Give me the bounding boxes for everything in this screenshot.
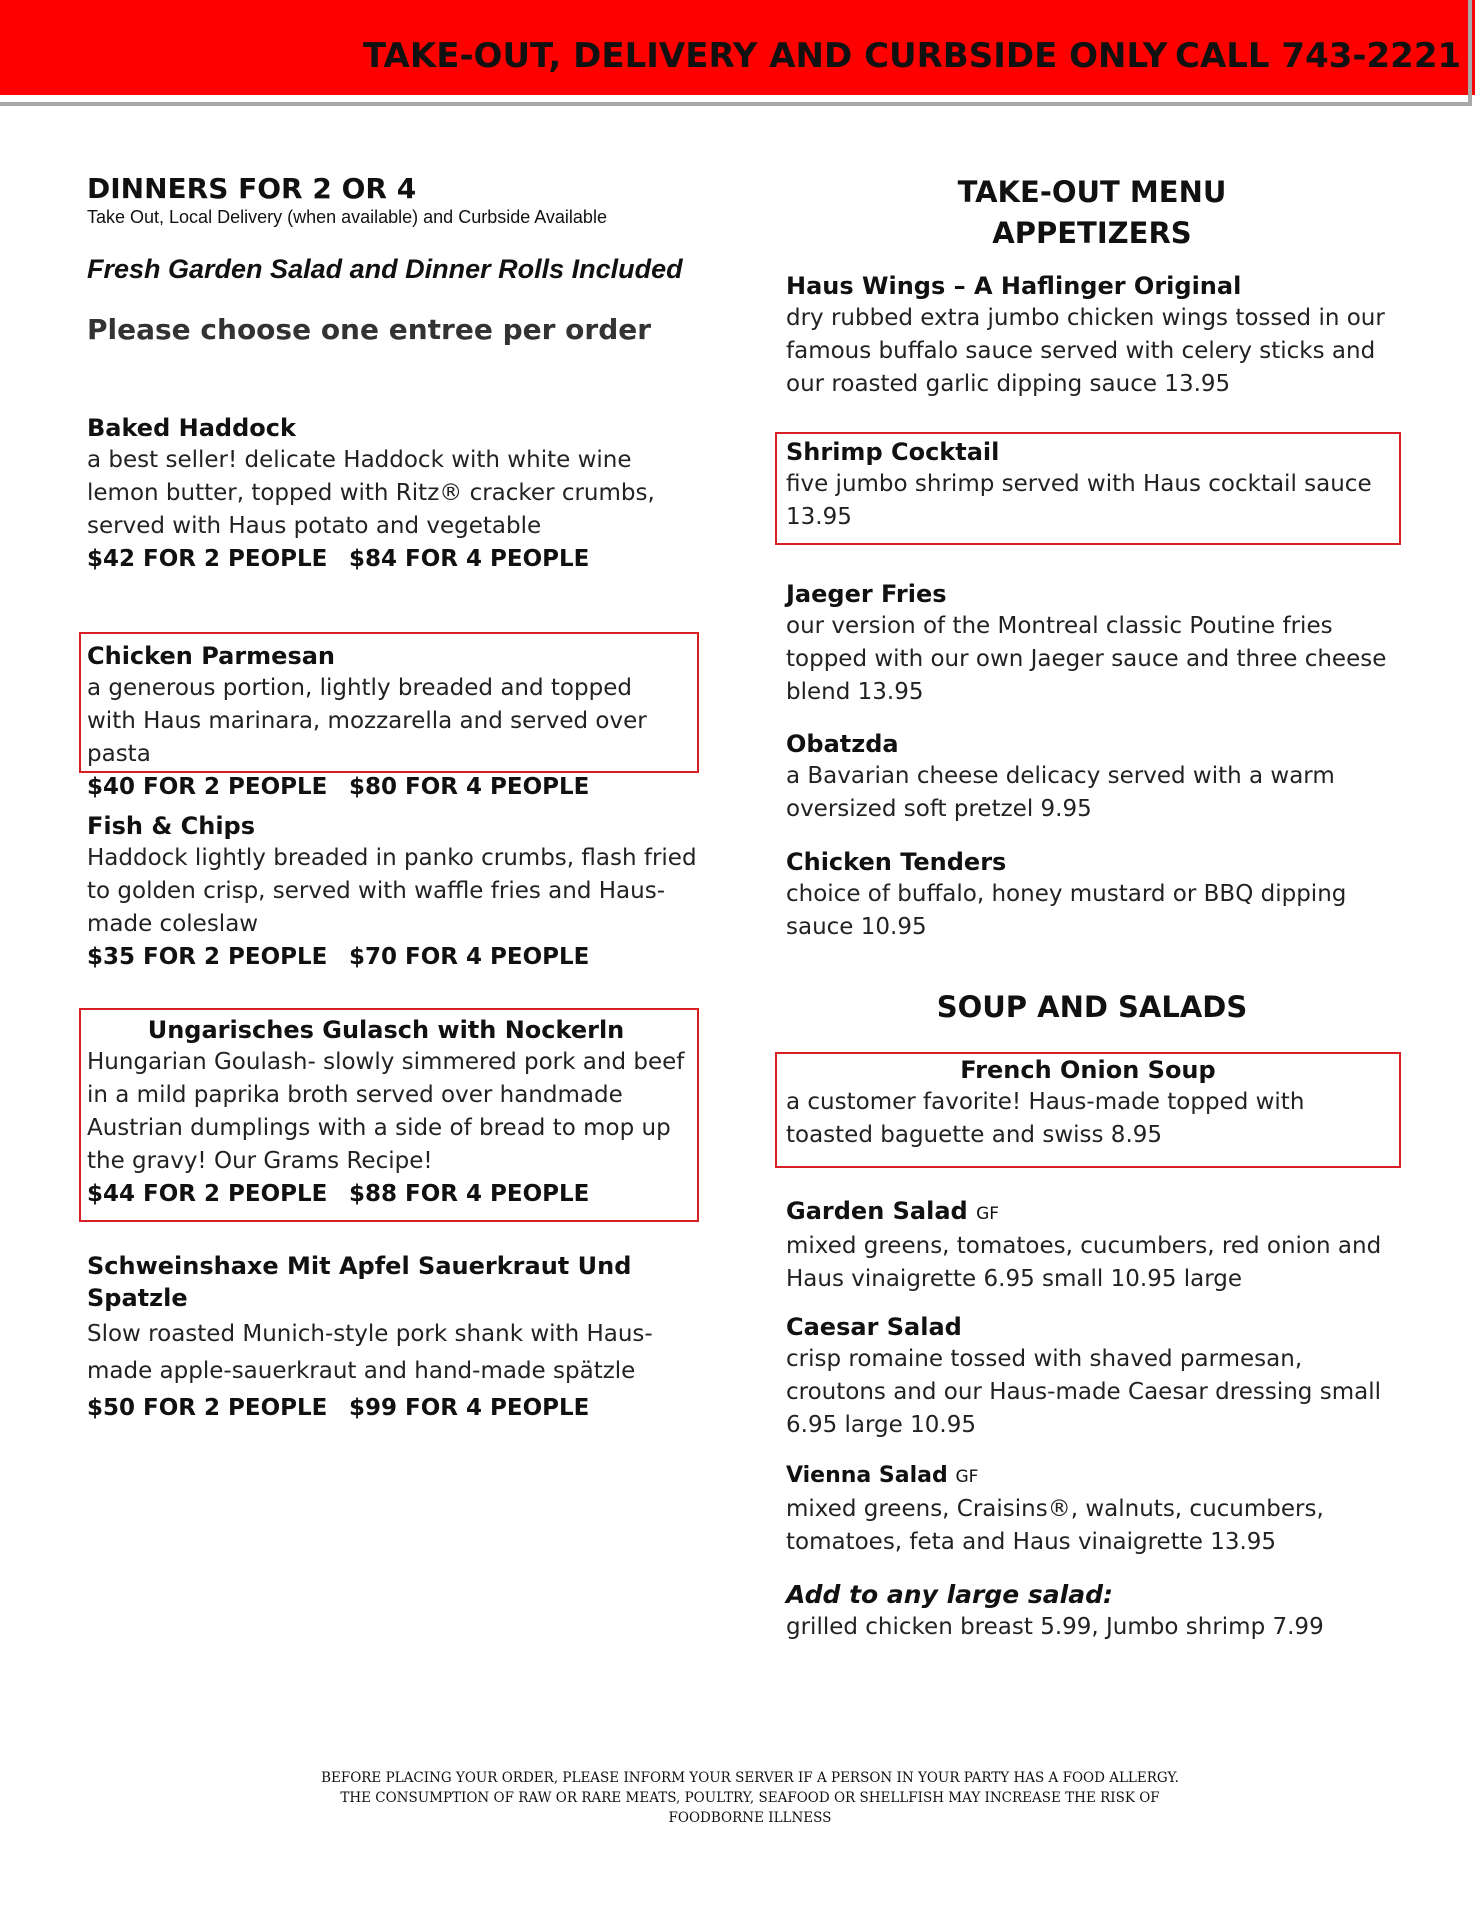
appetizer-name: Shrimp Cocktail xyxy=(786,438,1000,466)
dinners-header xyxy=(87,172,707,346)
entree-name: Fish & Chips xyxy=(87,812,256,840)
price-2-people: $42 FOR 2 PEOPLE xyxy=(87,546,328,572)
entree-prices xyxy=(87,1392,707,1424)
soup-desc: a customer favorite! Haus-made topped with toasted baguette and swiss 8.95 xyxy=(786,1089,1305,1148)
entree-name: Chicken Parmesan xyxy=(87,642,336,670)
price-4-people: $70 FOR 4 PEOPLE xyxy=(349,944,590,970)
appetizer-desc: five jumbo shrimp served with Haus cocktail sauce 13.95 xyxy=(786,471,1372,530)
salad-name-row xyxy=(786,1460,1398,1493)
soup-name: French Onion Soup xyxy=(960,1056,1216,1084)
banner-headline: TAKE-OUT, DELIVERY AND CURBSIDE ONLY xyxy=(363,36,1168,76)
salad-garden xyxy=(786,1195,1398,1296)
appetizer-name: Chicken Tenders xyxy=(786,848,1007,876)
dinners-subtitle: Take Out, Local Delivery (when available) and Curbside Available xyxy=(87,207,607,227)
choose-instruction: Please choose one entree per order xyxy=(87,313,652,346)
entree-baked-haddock xyxy=(87,412,697,575)
price-4-people: $84 FOR 4 PEOPLE xyxy=(349,546,590,572)
soups-title: SOUP AND SALADS xyxy=(936,990,1248,1024)
entree-desc: Slow roasted Munich-style pork shank with Haus-made apple-sauerkraut and hand-made spätzle xyxy=(87,1321,653,1384)
appetizer-shrimp-cocktail xyxy=(786,436,1386,534)
appetizers-title: APPETIZERS xyxy=(992,216,1192,250)
entree-chicken-parmesan xyxy=(87,640,687,803)
price-4-people: $99 FOR 4 PEOPLE xyxy=(349,1395,590,1421)
price-2-people: $40 FOR 2 PEOPLE xyxy=(87,774,328,800)
salad-desc: crisp romaine tossed with shaved parmesan, croutons and our Haus-made Caesar dressing small 6.95 large 10.95 xyxy=(786,1346,1381,1438)
appetizer-name: Jaeger Fries xyxy=(786,580,947,608)
entree-fish-chips xyxy=(87,810,707,973)
appetizer-desc: our version of the Montreal classic Poutine fries topped with our own Jaeger sauce and three cheese blend 13.95 xyxy=(786,613,1387,705)
addon-title: Add to any large salad: xyxy=(786,1580,1113,1609)
entree-desc: a generous portion, lightly breaded and topped with Haus marinara, mozzarella and served over pasta xyxy=(87,675,647,767)
appetizer-name: Haus Wings – A Haflinger Original xyxy=(786,272,1242,300)
salad-name-row xyxy=(786,1195,1398,1230)
entree-name: Ungarisches Gulasch with Nockerln xyxy=(147,1016,625,1044)
price-2-people: $50 FOR 2 PEOPLE xyxy=(87,1395,328,1421)
entree-name: Schweinshaxe Mit Apfel Sauerkraut Und Spatzle xyxy=(87,1252,632,1312)
addon-desc: grilled chicken breast 5.99, Jumbo shrimp 7.99 xyxy=(786,1614,1324,1640)
entree-desc: a best seller! delicate Haddock with white wine lemon butter, topped with Ritz® cracker crumbs, served with Haus potato and vegetable xyxy=(87,447,655,539)
appetizer-jaeger-fries xyxy=(786,578,1398,709)
appetizer-desc: dry rubbed extra jumbo chicken wings tossed in our famous buffalo sauce served with celery sticks and our roasted garlic dipping sauce 13.95 xyxy=(786,305,1385,397)
appetizer-haus-wings xyxy=(786,270,1398,401)
included-note: Fresh Garden Salad and Dinner Rolls Included xyxy=(87,254,683,284)
salad-name: Garden Salad xyxy=(786,1197,968,1225)
gluten-free-tag: GF xyxy=(976,1204,1000,1224)
banner-phone: CALL 743-2221 xyxy=(1175,36,1462,76)
salad-name: Caesar Salad xyxy=(786,1313,962,1341)
entree-prices xyxy=(87,941,707,973)
entree-gulasch xyxy=(87,1014,695,1210)
disclaimer-line-3: FOODBORNE ILLNESS xyxy=(668,1810,832,1826)
salad-desc: mixed greens, Craisins®, walnuts, cucumbers, tomatoes, feta and Haus vinaigrette 13.95 xyxy=(786,1496,1324,1555)
salad-vienna xyxy=(786,1460,1398,1559)
banner-bottom-shadow xyxy=(0,102,1468,106)
salad-caesar xyxy=(786,1311,1398,1442)
price-2-people: $35 FOR 2 PEOPLE xyxy=(87,944,328,970)
appetizer-desc: choice of buffalo, honey mustard or BBQ dipping sauce 10.95 xyxy=(786,881,1347,940)
takeout-title: TAKE-OUT MENU xyxy=(957,175,1227,209)
price-4-people: $88 FOR 4 PEOPLE xyxy=(349,1181,590,1207)
price-4-people: $80 FOR 4 PEOPLE xyxy=(349,774,590,800)
soups-header xyxy=(786,987,1398,1028)
appetizer-chicken-tenders xyxy=(786,846,1398,944)
salad-desc: mixed greens, tomatoes, cucumbers, red onion and Haus vinaigrette 6.95 small 10.95 large xyxy=(786,1233,1382,1292)
salad-addons xyxy=(786,1579,1398,1644)
entree-prices xyxy=(87,771,687,803)
gluten-free-tag: GF xyxy=(955,1467,979,1487)
salad-name: Vienna Salad xyxy=(786,1463,948,1488)
entree-desc: Haddock lightly breaded in panko crumbs, flash fried to golden crisp, served with waffle fries and Haus-made coleslaw xyxy=(87,845,697,937)
takeout-header xyxy=(786,172,1398,254)
soup-french-onion xyxy=(786,1054,1390,1152)
entree-schweinshaxe xyxy=(87,1250,707,1424)
entree-prices xyxy=(87,1178,695,1210)
disclaimer-line-2: THE CONSUMPTION OF RAW OR RARE MEATS, POULTRY, SEAFOOD OR SHELLFISH MAY INCREASE THE RISK OF xyxy=(340,1790,1160,1806)
price-2-people: $44 FOR 2 PEOPLE xyxy=(87,1181,328,1207)
entree-name: Baked Haddock xyxy=(87,414,296,442)
entree-desc: Hungarian Goulash- slowly simmered pork and beef in a mild paprika broth served over handmade Austrian dumplings with a side of bread to mop up the gravy! Our Grams Recipe! xyxy=(87,1049,685,1174)
appetizer-name: Obatzda xyxy=(786,730,899,758)
appetizer-desc: a Bavarian cheese delicacy served with a warm oversized soft pretzel 9.95 xyxy=(786,763,1335,822)
disclaimer-line-1: BEFORE PLACING YOUR ORDER, PLEASE INFORM YOUR SERVER IF A PERSON IN YOUR PARTY HAS A FOOD ALLERGY. xyxy=(321,1770,1179,1786)
appetizer-obatzda xyxy=(786,728,1398,826)
banner-edge-shadow xyxy=(1468,0,1472,106)
dinners-title: DINNERS FOR 2 OR 4 xyxy=(87,172,417,205)
entree-prices xyxy=(87,543,697,575)
allergy-disclaimer xyxy=(250,1768,1250,1828)
